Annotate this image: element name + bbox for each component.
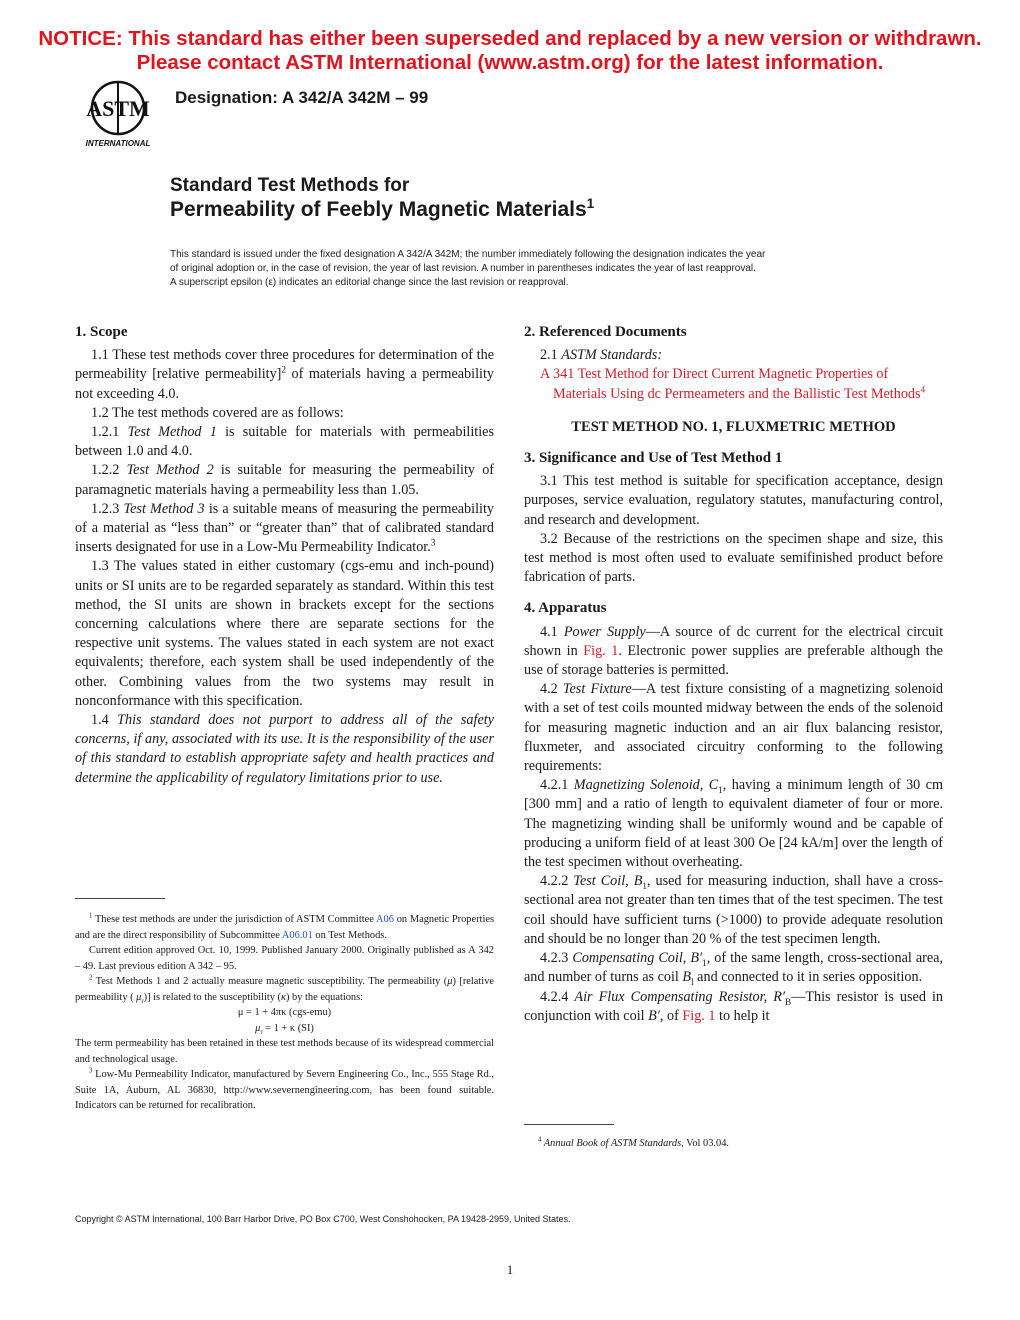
notice-line-2: Please contact ASTM International (www.astm.org) for the latest information. bbox=[136, 51, 884, 74]
astm-logo bbox=[76, 78, 160, 148]
para-3-1: 3.1 This test method is suitable for specification acceptance, design purposes, service evaluation, regulatory statutes, manufacturing control, and research and development. bbox=[524, 473, 943, 528]
copyright: Copyright © ASTM International, 100 Barr Harbor Drive, PO Box C700, West Conshohocken, PA 19428-2959, United States. bbox=[75, 1214, 571, 1224]
reference-a341: A 341 Test Method for Direct Current Magnetic Properties of Materials Using dc Permeameters and the Ballistic Test Methods$^4$ bbox=[540, 366, 926, 402]
section-scope-heading: 1. Scope bbox=[75, 324, 128, 340]
issued-line-3: A superscript epsilon (ε) indicates an editorial change since the last revision or reapproval. bbox=[170, 277, 569, 288]
section-referenced-documents-heading: 2. Referenced Documents bbox=[524, 324, 687, 340]
left-column bbox=[75, 323, 494, 788]
link-fig-1-b[interactable]: Fig. 1 bbox=[682, 1007, 716, 1024]
title-footnote-ref: 1 bbox=[586, 196, 595, 211]
para-1-2-2: 1.2.2 Test Method 2 is suitable for measuring the permeability of paramagnetic materials having a permeability less than 1.05. bbox=[75, 462, 495, 498]
equation-2: $\mu_r = 1 + \kappa$ (SI) bbox=[255, 1022, 314, 1036]
footnote-2: $^2$ Test Methods 1 and 2 actually measure magnetic susceptibility. The permeability (μ) [relative permeability ( $\mu_r$)] is related to the susceptibility (κ) by the equations: bbox=[75, 974, 494, 1005]
notice-line-1: NOTICE: This standard has either been superseded and replaced by a new version or withdrawn. bbox=[38, 27, 982, 50]
issued-line-2: of original adoption or, in the case of revision, the year of last revision. A number in parentheses indicates the year of last reapproval. bbox=[170, 263, 756, 274]
para-2-1: 2.1 ASTM Standards: bbox=[540, 347, 663, 364]
section-apparatus-heading: 4. Apparatus bbox=[524, 600, 607, 617]
para-4-2: 4.2 Test Fixture—A test fixture consisting of a magnetizing solenoid with a set of test coils mounted midway between the ends of the solenoid for measuring magnetic induction and an air flux balancing resistor, fluxmeter, and associated circuitry conforming to the following requirements: bbox=[524, 681, 943, 775]
para-1-2-1: 1.2.1 Test Method 1 is suitable for materials with permeabilities between 1.0 and 4.0. bbox=[75, 424, 494, 460]
link-a06[interactable]: A06 bbox=[376, 914, 394, 925]
link-fig-1[interactable]: Fig. 1 bbox=[583, 642, 619, 659]
para-1-2: 1.2 The test methods covered are as follows: bbox=[91, 404, 344, 421]
footnote-rule-right bbox=[524, 1124, 614, 1125]
footnote-2-note: The term permeability has been retained in these test methods because of its widespread commercial and technological usage. bbox=[75, 1038, 494, 1065]
equation-1: μ = 1 + 4πκ (cgs-emu) bbox=[237, 1007, 332, 1018]
para-1-1: 1.1 These test methods cover three procedures for determination of the permeability [relative permeability]$^2$ of materials having a permeability not exceeding 4.0. bbox=[75, 347, 494, 402]
link-a06-01[interactable]: A06.01 bbox=[281, 929, 313, 941]
footnote-3: $^3$ Low-Mu Permeability Indicator, manufactured by Severn Engineering Co., Inc., 555 Stage Rd., Suite 1A, Auburn, AL 36830, http://www.severnengineering.com, has been found suitable. Indicators can be returned for recalibration. bbox=[75, 1067, 494, 1111]
para-4-2-2: 4.2.2 Test Coil, $B_1$, used for measuring induction, shall have a cross-sectional area not greater than ten times that of the test specimen. The test coil should have sufficient turns (>1000) to provide adequate resolution and should be no longer than 20 % of the test specimen length. bbox=[524, 873, 943, 947]
para-3-2: 3.2 Because of the restrictions on the specimen shape and size, this test method is most often used to evaluate semifinished product before fabrication of parts. bbox=[524, 530, 943, 586]
issued-note bbox=[170, 248, 860, 290]
para-4-2-4: 4.2.4 Air Flux Compensating Resistor, $R'_B—This$ resistor is used in conjunction with coil B′, of Fig. 1 to help it bbox=[524, 988, 943, 1024]
right-column bbox=[524, 323, 943, 1026]
issued-line-1: This standard is issued under the fixed designation A 342/A 342M; the number immediately following the designation indicates the year bbox=[170, 249, 766, 260]
para-1-3: 1.3 The values stated in either customary (cgs-emu and inch-pound) units or SI units are to be regarded separately as standard. Within this test method, the SI units are shown in brackets except for the sections concerning calculations where there are separate sections for the respective unit systems. The values stated in each system are not exact equivalents; therefore, each system shall be used independently of the other. Combining values from the two systems may result in nonconformance with this specification. bbox=[75, 558, 494, 709]
logo-subtext: INTERNATIONAL bbox=[85, 139, 151, 148]
footnote-1: $^1$ These test methods are under the jurisdiction of ASTM Committee A06 on Magnetic Properties and are the direct responsibility of Subcommittee A06.01 on Test Methods. bbox=[75, 912, 494, 941]
title-line-2 bbox=[170, 198, 594, 222]
para-4-1: 4.1 Power Supply—A source of dc current for the electrical circuit shown in Fig. 1. Electronic power supplies are preferable although the use of storage batteries is permitted. bbox=[524, 623, 944, 679]
title-line-1: Standard Test Methods for bbox=[170, 175, 410, 196]
footnotes-left bbox=[75, 912, 494, 1114]
link-a341[interactable]: A 341 bbox=[540, 366, 575, 383]
para-4-2-1: 4.2.1 Magnetizing Solenoid, $C_1$, having a minimum length of 30 cm [300 mm] and a ratio of length to equivalent diameter of four or more. The magnetizing winding shall be uniformly wound and be capable of producing a uniform field of at least 300 Oe [24 kA/m] over the length of the test specimen without overheating. bbox=[524, 777, 944, 871]
designation: Designation: A 342/A 342M – 99 bbox=[175, 88, 429, 107]
para-4-2-3: 4.2.3 Compensating Coil, $B'_1$, of the same length, cross-sectional area, and number of turns as coil $B_l$ and connected to it in series opposition. bbox=[524, 950, 944, 988]
title-text: Permeability of Feebly Magnetic Materials bbox=[170, 198, 587, 221]
footnote-4: $^4$ Annual Book of ASTM Standards, Vol 03.04. bbox=[538, 1136, 729, 1149]
footnote-rule-left bbox=[75, 898, 165, 899]
para-1-4: 1.4 This standard does not purport to address all of the safety concerns, if any, associated with its use. It is the responsibility of the user of this standard to establish appropriate safety and health practices and determine the applicability of regulatory limitations prior to use. bbox=[75, 712, 494, 786]
para-1-2-3: 1.2.3 Test Method 3 is a suitable means of measuring the permeability of a material as “less than” or “greater than” that of calibrated standard inserts designated for use in a Low-Mu Permeability Indicator.$^3$ bbox=[75, 500, 495, 556]
footnote-right bbox=[524, 1136, 943, 1152]
section-significance-heading: 3. Significance and Use of Test Method 1 bbox=[524, 450, 783, 467]
page-number: 1 bbox=[506, 1262, 514, 1277]
logo-text: ASTM bbox=[86, 96, 150, 121]
footnote-1-edition: Current edition approved Oct. 10, 1999. Published January 2000. Originally published as A 342 – 49. Last previous edition A 342 – 95. bbox=[75, 945, 494, 972]
test-method-1-heading: TEST METHOD NO. 1, FLUXMETRIC METHOD bbox=[571, 418, 896, 435]
